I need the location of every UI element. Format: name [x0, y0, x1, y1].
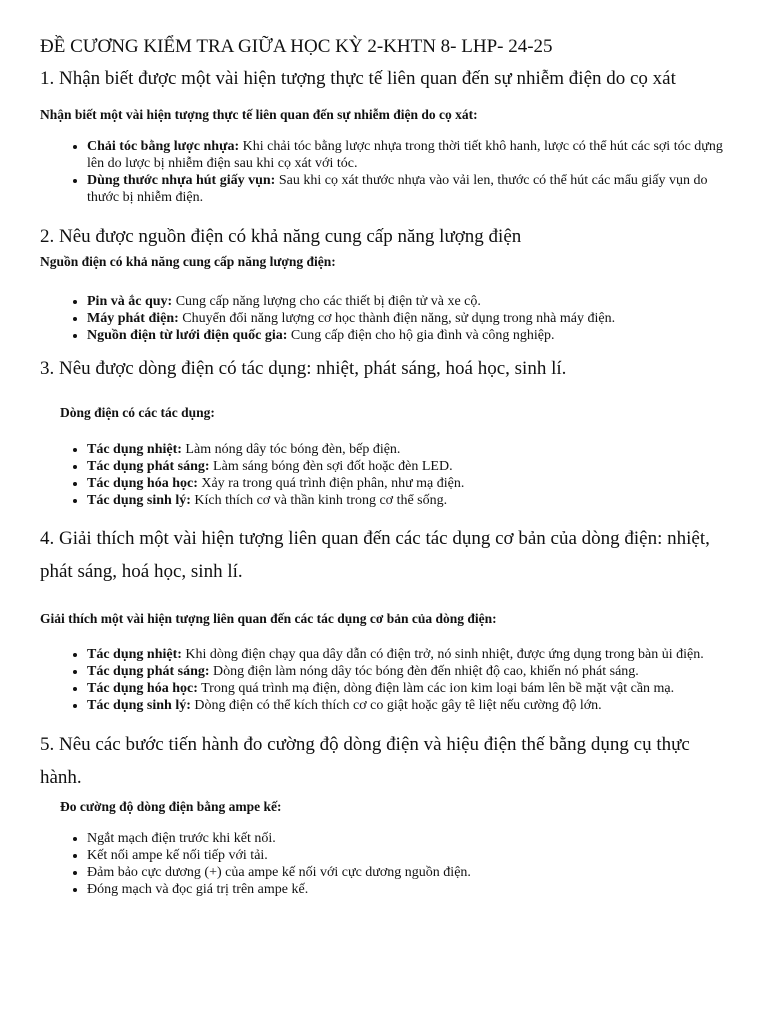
- section-4-heading: 4. Giải thích một vài hiện tượng liên quan đến các tác dụng cơ bản của dòng điện: nhiệt, phát sáng, hoá học, sinh lí.: [40, 528, 710, 582]
- section-2-list: [40, 293, 730, 344]
- list-item: • Tác dụng phát sáng: Dòng điện làm nóng dây tóc bóng đèn đến nhiệt độ cao, khiến nó phát sáng.: [87, 663, 730, 680]
- section-2-subheading: Nguồn điện có khả năng cung cấp năng lượng điện:: [40, 254, 336, 269]
- list-item: • Tác dụng sinh lý: Dòng điện có thể kích thích cơ co giật hoặc gây tê liệt nếu cường độ lớn.: [87, 697, 730, 714]
- section-3-subheading: Dòng điện có các tác dụng:: [60, 405, 215, 420]
- list-item: • Ngắt mạch điện trước khi kết nối.: [87, 830, 730, 847]
- document-page: [40, 34, 730, 898]
- list-item: • Đóng mạch và đọc giá trị trên ampe kế.: [87, 881, 730, 898]
- list-item: • Tác dụng sinh lý: Kích thích cơ và thần kinh trong cơ thể sống.: [87, 492, 730, 509]
- list-item: • Nguồn điện từ lưới điện quốc gia: Cung cấp điện cho hộ gia đình và công nghiệp.: [87, 327, 730, 344]
- document-title: ĐỀ CƯƠNG KIỂM TRA GIỮA HỌC KỲ 2-KHTN 8- LHP- 24-25: [40, 36, 553, 57]
- section-5-list: [40, 830, 730, 898]
- section-5-heading: 5. Nêu các bước tiến hành đo cường độ dòng điện và hiệu điện thế bằng dụng cụ thực hành.: [40, 734, 690, 788]
- section-4-list: [40, 646, 730, 714]
- section-5-subheading: Đo cường độ dòng điện bằng ampe kế:: [60, 799, 282, 814]
- section-3-heading: 3. Nêu được dòng điện có tác dụng: nhiệt, phát sáng, hoá học, sinh lí.: [40, 358, 567, 379]
- list-item: • Chải tóc bằng lược nhựa: Khi chải tóc bằng lược nhựa trong thời tiết khô hanh, lược có thể hút các sợi tóc dựng lên do lược bị nhiễm điện sau khi cọ xát với tóc.: [87, 138, 730, 172]
- section-1-subheading: Nhận biết một vài hiện tượng thực tế liên quan đến sự nhiễm điện do cọ xát:: [40, 107, 478, 122]
- list-item: • Tác dụng nhiệt: Khi dòng điện chạy qua dây dẫn có điện trở, nó sinh nhiệt, được ứng dụng trong bàn ủi điện.: [87, 646, 730, 663]
- section-1-heading: 1. Nhận biết được một vài hiện tượng thực tế liên quan đến sự nhiễm điện do cọ xát: [40, 68, 676, 89]
- list-item: • Kết nối ampe kế nối tiếp với tải.: [87, 847, 730, 864]
- list-item: • Tác dụng phát sáng: Làm sáng bóng đèn sợi đốt hoặc đèn LED.: [87, 458, 730, 475]
- list-item: • Tác dụng hóa học: Xảy ra trong quá trình điện phân, như mạ điện.: [87, 475, 730, 492]
- section-2-heading: 2. Nêu được nguồn điện có khả năng cung cấp năng lượng điện: [40, 226, 522, 247]
- list-item: • Tác dụng nhiệt: Làm nóng dây tóc bóng đèn, bếp điện.: [87, 441, 730, 458]
- section-1-list: [40, 138, 730, 206]
- section-4-subheading: Giải thích một vài hiện tượng liên quan đến các tác dụng cơ bản của dòng điện:: [40, 611, 497, 626]
- list-item: • Dùng thước nhựa hút giấy vụn: Sau khi cọ xát thước nhựa vào vải len, thước có thể hút các mẩu giấy vụn do thước bị nhiễm điện.: [87, 172, 730, 206]
- section-3-list: [40, 441, 730, 509]
- list-item: • Máy phát điện: Chuyển đổi năng lượng cơ học thành điện năng, sử dụng trong nhà máy điện.: [87, 310, 730, 327]
- list-item: • Tác dụng hóa học: Trong quá trình mạ điện, dòng điện làm các ion kim loại bám lên bề mặt vật cần mạ.: [87, 680, 730, 697]
- list-item: • Pin và ắc quy: Cung cấp năng lượng cho các thiết bị điện tử và xe cộ.: [87, 293, 730, 310]
- list-item: • Đảm bảo cực dương (+) của ampe kế nối với cực dương nguồn điện.: [87, 864, 730, 881]
